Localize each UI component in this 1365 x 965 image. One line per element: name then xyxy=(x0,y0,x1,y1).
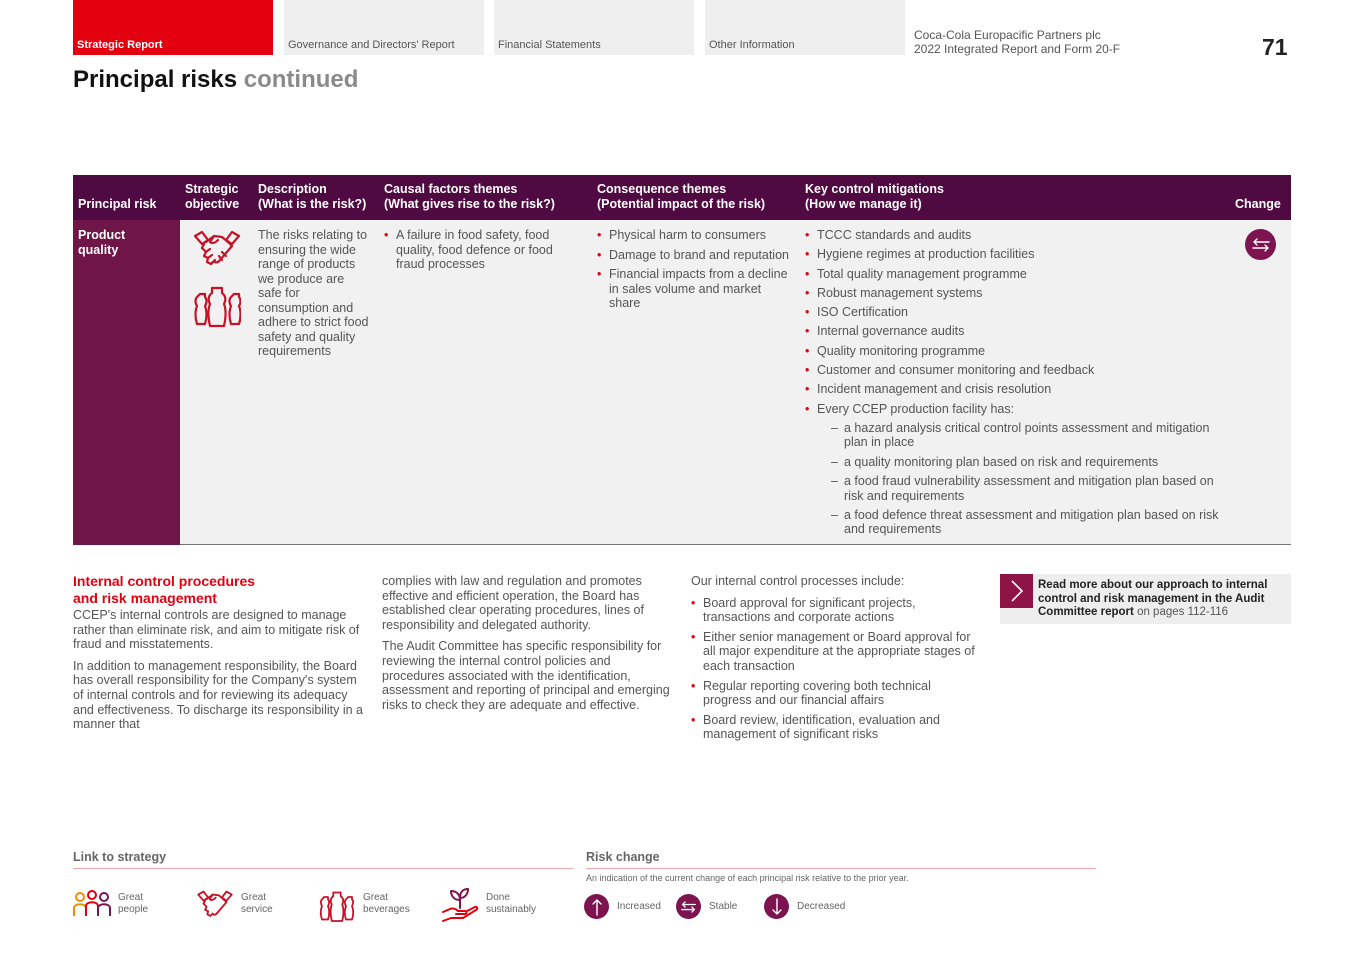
risk-name: Product xyxy=(78,228,126,242)
link-to-strategy-title: Link to strategy xyxy=(73,850,573,869)
tab-label: Governance and Directors' Report xyxy=(288,39,455,51)
description-cell: The risks relating to ensuring the wide range of products we produce are safe for consumption and adhere to strict food safety and quality requirements xyxy=(258,228,369,358)
read-more-link[interactable] xyxy=(1000,574,1291,624)
header-text: objective xyxy=(185,197,240,211)
list-item: • A failure in food safety, food quality, food defence or food fraud processes xyxy=(384,228,584,272)
text-column-1 xyxy=(73,608,363,739)
list-item-text: Every CCEP production facility has: xyxy=(817,401,1015,416)
decreased-arrow-icon xyxy=(764,894,789,919)
increased-arrow-icon xyxy=(584,894,609,919)
section-title-line: and risk management xyxy=(73,590,217,606)
list-item: • Damage to brand and reputation xyxy=(597,248,792,263)
header-consequence xyxy=(597,182,765,212)
section-title xyxy=(73,573,333,607)
stable-change-icon xyxy=(1245,229,1276,260)
paragraph: In addition to management responsibility, the Board has overall responsibility for the Company's system of internal controls and for reviewing its adequacy and effectiveness. To discharge its responsibility in a manner that xyxy=(73,658,363,732)
done-sustainably-icon xyxy=(441,888,479,924)
legend-label xyxy=(486,892,536,916)
sub-list-item: – a food defence threat assessment and mitigation plan based on risk and requirements xyxy=(831,508,1235,537)
paragraph: Our internal control processes include: xyxy=(691,574,905,588)
legend-line: Great xyxy=(241,892,267,903)
legend-line: beverages xyxy=(363,904,410,915)
header-text: (Potential impact of the risk) xyxy=(597,197,766,211)
list-item: • Financial impacts from a decline in sales volume and market share xyxy=(597,267,792,311)
legend-label xyxy=(363,892,410,916)
risk-change-title: Risk change xyxy=(586,850,1096,869)
list-item: • Customer and consumer monitoring and feedback xyxy=(805,363,1235,378)
header-text: Description xyxy=(258,182,327,196)
list-item: • Board review, identification, evaluation and management of significant risks xyxy=(691,713,981,742)
company-name: Coca-Cola Europacific Partners plc xyxy=(914,28,1101,42)
tab-financial-statements[interactable] xyxy=(494,0,694,55)
list-item: • Either senior management or Board approval for all major expenditure at the appropriate stages of each transaction xyxy=(691,630,981,674)
handshake-icon xyxy=(192,230,242,272)
chevron-right-icon xyxy=(1000,574,1033,608)
text-column-2 xyxy=(382,574,674,719)
paragraph: CCEP's internal controls are designed to manage rather than eliminate risk, and aim to mitigate risk of fraud and misstatements. xyxy=(73,608,360,652)
header-change xyxy=(1235,197,1281,212)
control-process-list xyxy=(691,596,981,742)
risk-change-label: Stable xyxy=(709,901,738,912)
consequence-list xyxy=(597,228,792,311)
tab-label: Strategic Report xyxy=(77,39,163,51)
list-item: • Regular reporting covering both technical progress and our financial affairs xyxy=(691,679,981,708)
report-info xyxy=(914,28,1174,56)
mitigations-cell xyxy=(805,228,1235,542)
title-suffix: continued xyxy=(243,66,359,93)
list-item: • Quality monitoring programme xyxy=(805,344,1235,359)
sub-list-item: – a quality monitoring plan based on risk and requirements xyxy=(831,455,1235,470)
risk-change-description: An indication of the current change of each principal risk relative to the prior year. xyxy=(586,873,909,883)
list-item: • ISO Certification xyxy=(805,305,1235,320)
sub-list-item: – a food fraud vulnerability assessment and mitigation plan based on risk and requirements xyxy=(831,474,1235,503)
risk-name: quality xyxy=(78,243,119,257)
header-text: Principal risk xyxy=(78,197,157,211)
list-item xyxy=(805,402,1235,537)
read-more-text xyxy=(1038,579,1288,620)
header-causal-factors xyxy=(384,182,555,212)
header-text: (What gives rise to the risk?) xyxy=(384,197,555,211)
text-column-3 xyxy=(691,574,981,747)
paragraph: complies with law and regulation and promotes effective and efficient operation, the Board has established clear operating procedures, lines of responsibility and delegated authority. xyxy=(382,574,644,632)
consequence-cell xyxy=(597,228,792,316)
header-text: Causal factors themes xyxy=(384,182,518,196)
header-text: Consequence themes xyxy=(597,182,727,196)
great-beverages-icon xyxy=(318,888,356,924)
risk-change-label: Decreased xyxy=(797,901,846,912)
legend-line: Done xyxy=(486,892,510,903)
tab-label: Other Information xyxy=(709,39,795,51)
tab-strategic-report[interactable] xyxy=(73,0,273,55)
legend-label xyxy=(118,892,148,916)
section-title-line: Internal control procedures xyxy=(73,573,256,589)
bottles-icon xyxy=(193,282,241,330)
header-text: Change xyxy=(1235,197,1281,211)
list-item: • Internal governance audits xyxy=(805,324,1235,339)
mitigation-list xyxy=(805,228,1235,537)
risk-change-label: Increased xyxy=(617,901,661,912)
legend-line: service xyxy=(241,904,273,915)
list-item: • Board approval for significant projects, transactions and corporate actions xyxy=(691,596,981,625)
header-text: (What is the risk?) xyxy=(258,197,367,211)
header-text: Key control mitigations xyxy=(805,182,944,196)
risk-table-header xyxy=(73,175,1291,220)
stable-arrows-icon xyxy=(676,894,701,919)
list-item: • TCCC standards and audits xyxy=(805,228,1235,243)
title-main: Principal risks xyxy=(73,66,238,93)
causal-list xyxy=(384,228,584,272)
page-number: 71 xyxy=(1262,34,1288,60)
header-text: Strategic xyxy=(185,182,239,196)
header-text: (How we manage it) xyxy=(805,197,922,211)
read-more-pages: on pages 112-116 xyxy=(1137,606,1229,618)
page-title xyxy=(73,66,358,94)
header-principal-risk xyxy=(78,197,157,212)
sub-list-item: – a hazard analysis critical control points assessment and mitigation plan in place xyxy=(831,421,1235,450)
great-people-icon xyxy=(73,890,111,918)
causal-factors-cell xyxy=(384,228,584,277)
tab-other-information[interactable] xyxy=(705,0,905,55)
list-item: • Incident management and crisis resolution xyxy=(805,382,1235,397)
header-mitigations xyxy=(805,182,944,212)
list-item: • Physical harm to consumers xyxy=(597,228,792,243)
header-strategic-objective xyxy=(185,182,239,212)
report-name: 2022 Integrated Report and Form 20-F xyxy=(914,42,1121,56)
legend-label xyxy=(241,892,273,916)
header-description xyxy=(258,182,366,212)
paragraph: The Audit Committee has specific responsibility for reviewing the internal control policies and procedures associated with the identification, assessment and reporting of principal and emerging risks to check they are adequate and effective. xyxy=(382,639,670,712)
sub-mitigation-list xyxy=(817,421,1235,537)
tab-governance[interactable] xyxy=(284,0,484,55)
principal-risk-cell xyxy=(73,220,180,545)
list-item: • Robust management systems xyxy=(805,286,1235,301)
legend-line: people xyxy=(118,904,149,915)
list-item: • Hygiene regimes at production facilities xyxy=(805,247,1235,262)
tab-label: Financial Statements xyxy=(498,39,601,51)
list-item: • Total quality management programme xyxy=(805,267,1235,282)
legend-line: sustainably xyxy=(486,904,537,915)
read-more-bold: Read more about our approach to internal control and risk management in the Audit Committee report xyxy=(1038,579,1268,618)
legend-line: Great xyxy=(363,892,389,903)
legend-line: Great xyxy=(118,892,144,903)
great-service-icon xyxy=(195,890,235,922)
risk-table-row xyxy=(73,220,1291,545)
